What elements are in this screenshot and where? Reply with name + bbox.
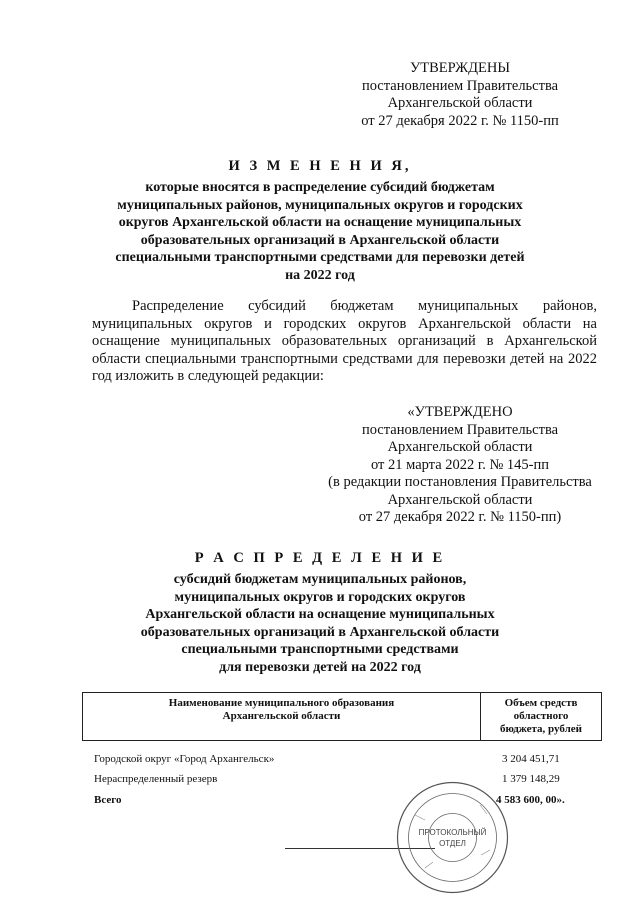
changes-title: И З М Е Н Е Н И Я, <box>228 158 412 174</box>
stamp-text-2: ОТДЕЛ <box>439 839 466 848</box>
approval-line: Архангельской области <box>387 491 533 508</box>
approval-block <box>330 60 590 130</box>
total-label: Всего <box>94 794 122 806</box>
changes-subtitle <box>80 179 560 284</box>
subtitle-line: специальными транспортными средствами для перевозки детей <box>115 250 525 265</box>
round-stamp <box>395 780 510 895</box>
table-header-row <box>83 693 602 741</box>
approval-line: «УТВЕРЖДЕНО <box>407 404 513 420</box>
approval-line: УТВЕРЖДЕНЫ <box>409 60 511 76</box>
subtitle-line: муниципальных районов, муниципальных округов и городских <box>117 197 523 213</box>
header-line: Архангельской области <box>222 710 341 722</box>
column-header-municipality <box>83 693 481 741</box>
approval-line: от 27 декабря 2022 г. № 1150-пп <box>361 112 559 129</box>
approval-line: от 21 марта 2022 г. № 145-пп <box>370 456 550 473</box>
distribution-title: Р А С П Р Е Д Е Л Е Н И Е <box>194 550 446 566</box>
approval-line: Архангельской области <box>387 95 533 111</box>
column-header-amount <box>481 693 602 741</box>
approval-line: Архангельской области <box>387 439 533 455</box>
header-line: областного <box>513 710 569 722</box>
row-value: 3 204 451,71 <box>502 753 560 765</box>
approval-line: (в редакции постановления Правительства <box>328 474 592 490</box>
header-line: бюджета, рублей <box>499 723 583 735</box>
subtitle-line: округов Архангельской области на оснащение муниципальных <box>118 215 522 230</box>
subtitle-line: для перевозки детей на 2022 год <box>219 659 421 675</box>
approval-block-2 <box>310 404 610 527</box>
approval-line: от 27 декабря 2022 г. № 1150-пп) <box>358 509 562 525</box>
approval-line: постановлением Правительства <box>361 77 559 94</box>
subtitle-line: субсидий бюджетам муниципальных районов, <box>173 572 467 587</box>
subtitle-line: образовательных организаций в Архангельской области <box>140 232 500 248</box>
stamp-text-1: ПРОТОКОЛЬНЫЙ <box>418 828 487 837</box>
distribution-subtitle <box>80 571 560 676</box>
total-value: 4 583 600, 00». <box>496 794 565 806</box>
row-value: 1 379 148,29 <box>502 773 560 785</box>
distribution-table <box>82 692 602 741</box>
subtitle-line: образовательных организаций в Архангельской области <box>140 624 500 640</box>
subtitle-line: которые вносятся в распределение субсидий бюджетам <box>145 180 495 195</box>
row-name: Городской округ «Город Архангельск» <box>94 753 275 765</box>
subtitle-line: муниципальных округов и городских округов <box>174 589 466 605</box>
row-name: Нераспределенный резерв <box>94 773 218 785</box>
subtitle-line: Архангельской области на оснащение муниципальных <box>145 607 495 622</box>
header-line: Объем средств <box>504 697 578 709</box>
approval-line: постановлением Правительства <box>361 421 559 438</box>
body-paragraph: Распределение субсидий бюджетам муниципальных районов, муниципальных округов и городских округов Архангельской области на оснащение муниципальных образовательных организаций в Архангельской области специальными транспортными средствами для перевозки детей на 2022 год изложить в следующей редакции: <box>92 298 597 384</box>
subtitle-line: специальными транспортными средствами <box>181 642 459 657</box>
subtitle-line: на 2022 год <box>285 267 355 283</box>
header-line: Наименование муниципального образования <box>168 697 395 709</box>
